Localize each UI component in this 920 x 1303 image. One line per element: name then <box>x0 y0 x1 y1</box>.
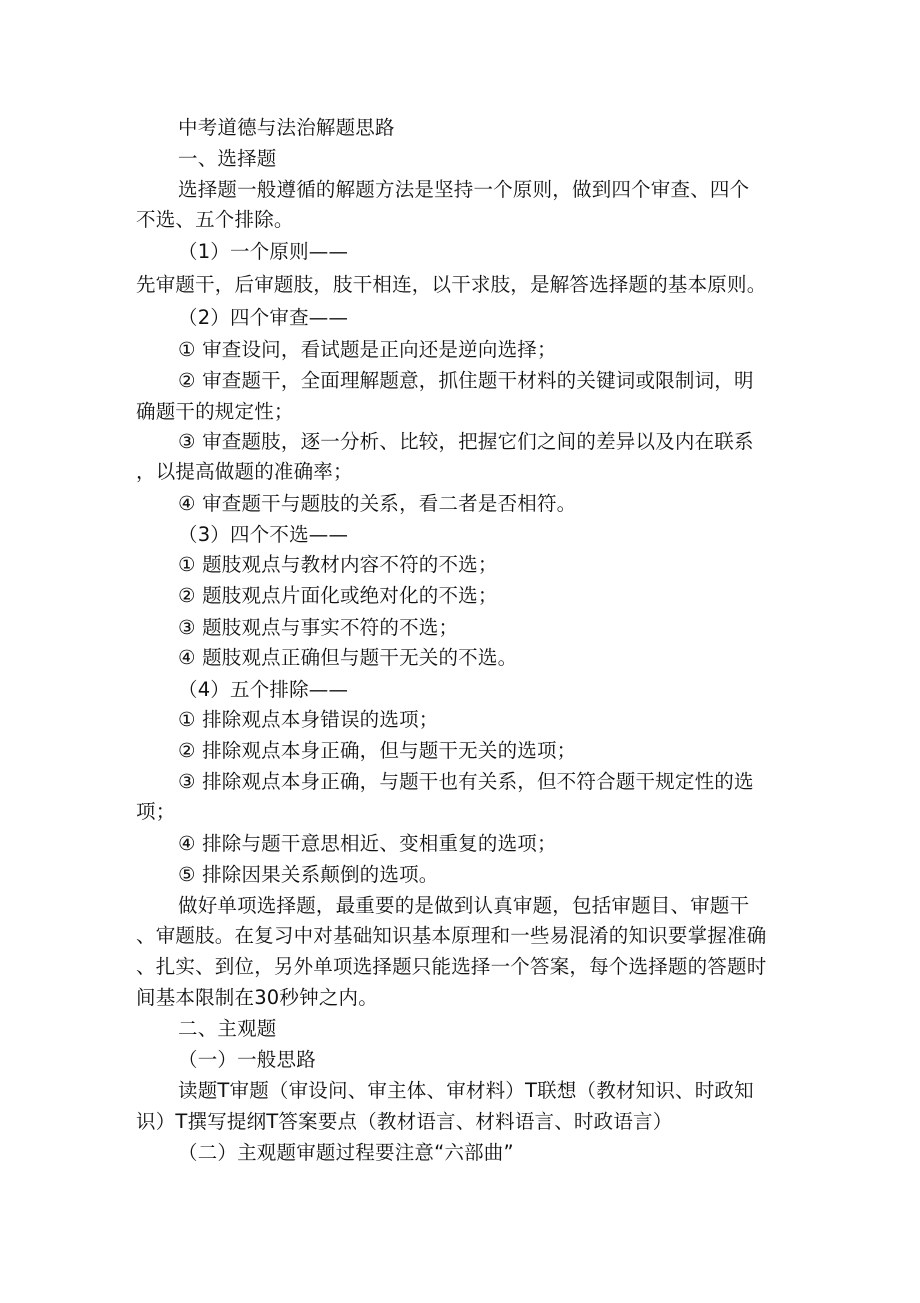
summary-line-2: 、审题肢。在复习中对基础知识基本原理和一些易混淆的知识要掌握准确 <box>136 924 767 947</box>
principle-heading: （1）一个原则—— <box>178 240 349 263</box>
summary-line-1: 做好单项选择题，最重要的是做到认真审题，包括审题目、审题干 <box>178 894 750 917</box>
intro-line-1: 选择题一般遵循的解题方法是坚持一个原则，做到四个审查、四个 <box>178 178 750 201</box>
check-item-3-line-2: ，以提高做题的准确率； <box>136 460 353 483</box>
check-item-2-line-2: 确题干的规定性； <box>136 400 294 423</box>
principle-text: 先审题干，后审题肢，肢干相连，以干求肢，是解答选择题的基本原则。 <box>136 273 767 296</box>
not-choose-item-3: ③ 题肢观点与事实不符的不选； <box>178 616 459 639</box>
check-item-1: ① 审查设问，看试题是正向还是逆向选择； <box>178 338 557 361</box>
general-approach-line-2: 识）T撰写提纲T答案要点（教材语言、材料语言、时政语言） <box>136 1110 673 1133</box>
not-choose-item-4: ④ 题肢观点正确但与题干无关的不选。 <box>178 646 518 669</box>
exclusion-item-4: ④ 排除与题干意思相近、变相重复的选项； <box>178 832 557 855</box>
exclusion-item-1: ① 排除观点本身错误的选项； <box>178 708 439 731</box>
four-not-choose-heading: （3）四个不选—— <box>178 523 349 546</box>
six-steps-heading: （二）主观题审题过程要注意“六部曲” <box>178 1141 514 1164</box>
five-exclusions-heading: （4）五个排除—— <box>178 678 349 701</box>
intro-line-2: 不选、五个排除。 <box>136 208 294 231</box>
exclusion-item-5: ⑤ 排除因果关系颠倒的选项。 <box>178 863 439 886</box>
exclusion-item-3-line-2: 项； <box>136 800 176 823</box>
section-heading-subjective: 二、主观题 <box>178 1017 277 1040</box>
summary-line-3: 、扎实、到位，另外单项选择题只能选择一个答案，每个选择题的答题时 <box>136 955 767 978</box>
document-title: 中考道德与法治解题思路 <box>178 116 395 139</box>
not-choose-item-2: ② 题肢观点片面化或绝对化的不选； <box>178 584 498 607</box>
general-approach-heading: （一）一般思路 <box>178 1048 316 1071</box>
summary-line-4: 间基本限制在30秒钟之内。 <box>136 986 378 1009</box>
section-heading-choice: 一、选择题 <box>178 147 277 170</box>
exclusion-item-2: ② 排除观点本身正确，但与题干无关的选项； <box>178 739 577 762</box>
check-item-2-line-1: ② 审查题干，全面理解题意，抓住题干材料的关键词或限制词，明 <box>178 369 754 392</box>
not-choose-item-1: ① 题肢观点与教材内容不符的不选； <box>178 553 498 576</box>
four-checks-heading: （2）四个审查—— <box>178 306 349 329</box>
check-item-4: ④ 审查题干与题肢的关系，看二者是否相符。 <box>178 492 577 515</box>
exclusion-item-3-line-1: ③ 排除观点本身正确，与题干也有关系，但不符合题干规定性的选 <box>178 770 754 793</box>
check-item-3-line-1: ③ 审查题肢，逐一分析、比较，把握它们之间的差异以及内在联系 <box>178 430 754 453</box>
general-approach-line-1: 读题T审题（审设问、审主体、审材料）T联想（教材知识、时政知 <box>178 1079 754 1102</box>
